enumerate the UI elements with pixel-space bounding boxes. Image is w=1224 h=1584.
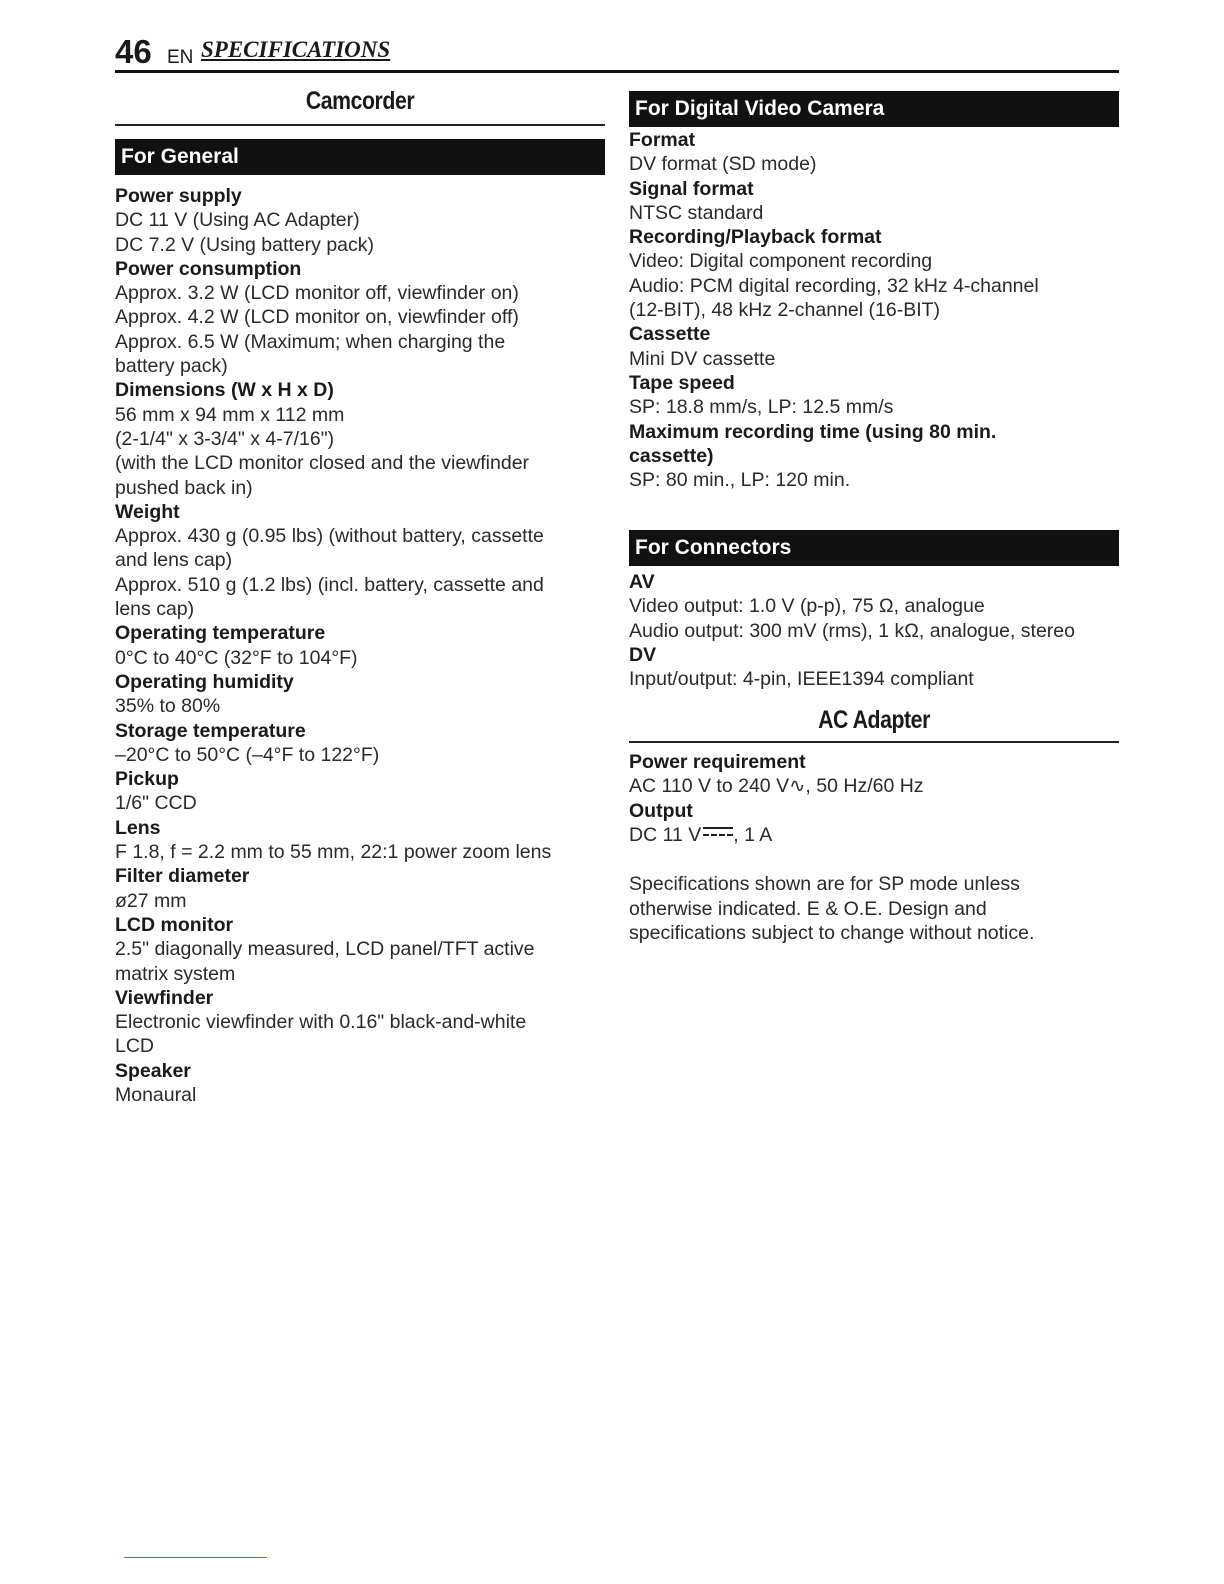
spec-label: LCD monitor bbox=[115, 913, 234, 936]
spec-label: Power consumption bbox=[115, 257, 302, 280]
spec-label: Storage temperature bbox=[115, 719, 306, 742]
spec-label: Signal format bbox=[629, 177, 754, 200]
spec-value: LCD bbox=[115, 1035, 155, 1058]
spec-label: Cassette bbox=[629, 323, 711, 346]
spec-value: 0°C to 40°C (32°F to 104°F) bbox=[115, 646, 358, 669]
spec-value: 56 mm x 94 mm x 112 mm bbox=[115, 403, 345, 426]
section-title: SPECIFICATIONS bbox=[201, 37, 391, 62]
output-label: Output bbox=[629, 799, 693, 822]
spec-value: NTSC standard bbox=[629, 201, 764, 224]
power-requirement-label: Power requirement bbox=[629, 751, 806, 773]
ac-adapter-title: AC Adapter bbox=[818, 706, 930, 734]
spec-label: Viewfinder bbox=[115, 986, 214, 1009]
spec-label: Tape speed bbox=[629, 371, 735, 394]
spec-value: Approx. 430 g (0.95 lbs) (without battery, cassette bbox=[115, 525, 544, 548]
spec-label: Filter diameter bbox=[115, 865, 250, 888]
spec-value: –20°C to 50°C (–4°F to 122°F) bbox=[115, 743, 380, 766]
spec-value: (2-1/4" x 3-3/4" x 4-7/16") bbox=[115, 427, 335, 450]
page-number: 46 bbox=[115, 33, 152, 70]
output-value-prefix: DC 11 V bbox=[629, 823, 702, 846]
connectors-heading-bar: For Connectors bbox=[629, 530, 1119, 566]
spec-value: Video: Digital component recording bbox=[629, 250, 933, 273]
camcorder-title-rule bbox=[115, 124, 605, 126]
spec-value: Video output: 1.0 V (p-p), 75 Ω, analogue bbox=[629, 595, 985, 618]
spec-value: 1/6" CCD bbox=[115, 792, 197, 815]
spec-value: Approx. 3.2 W (LCD monitor off, viewfinder on) bbox=[115, 282, 519, 305]
spec-value: ø27 mm bbox=[115, 889, 187, 912]
spec-value: DC 11 V (Using AC Adapter) bbox=[115, 209, 360, 232]
note-line: Specifications shown are for SP mode unless bbox=[629, 873, 1020, 895]
general-spec-list bbox=[115, 184, 605, 1107]
spec-label: Maximum recording time (using 80 min. bbox=[629, 420, 997, 443]
spec-label: Pickup bbox=[115, 768, 179, 791]
output-value bbox=[629, 823, 1119, 847]
spec-value: F 1.8, f = 2.2 mm to 55 mm, 22:1 power zoom lens bbox=[115, 841, 552, 864]
spec-label: AV bbox=[629, 571, 655, 593]
spec-label: Dimensions (W x H x D) bbox=[115, 379, 334, 402]
spec-value: SP: 80 min., LP: 120 min. bbox=[629, 469, 851, 492]
note-line: otherwise indicated. E & O.E. Design and bbox=[629, 897, 987, 920]
spec-value: Mini DV cassette bbox=[629, 347, 776, 370]
camcorder-title: Camcorder bbox=[305, 87, 415, 115]
spec-value: Approx. 510 g (1.2 lbs) (incl. battery, cassette and bbox=[115, 573, 544, 596]
spec-value: 35% to 80% bbox=[115, 695, 221, 718]
spec-value: Audio output: 300 mV (rms), 1 kΩ, analogue, stereo bbox=[629, 619, 1075, 642]
page-header bbox=[115, 34, 1119, 73]
spec-value: Approx. 4.2 W (LCD monitor on, viewfinder off) bbox=[115, 306, 519, 329]
footer-rule bbox=[124, 1557, 267, 1558]
spec-label: Weight bbox=[115, 500, 180, 523]
spec-label: Lens bbox=[115, 816, 161, 839]
spec-label: Operating temperature bbox=[115, 622, 326, 645]
spec-value: battery pack) bbox=[115, 355, 228, 378]
general-heading-bar: For General bbox=[115, 139, 605, 175]
language-code: EN bbox=[167, 47, 194, 68]
digital-video-heading-bar: For Digital Video Camera bbox=[629, 91, 1119, 127]
spec-value: matrix system bbox=[115, 962, 236, 985]
spec-value: DV format (SD mode) bbox=[629, 153, 817, 176]
spec-value: pushed back in) bbox=[115, 476, 253, 499]
connectors-spec-list bbox=[629, 570, 1119, 691]
spec-value: Approx. 6.5 W (Maximum; when charging the bbox=[115, 330, 506, 353]
spec-label: cassette) bbox=[629, 444, 714, 467]
power-requirement-value: AC 110 V to 240 V∿, 50 Hz/60 Hz bbox=[629, 775, 924, 798]
spec-label: Speaker bbox=[115, 1059, 191, 1082]
spec-label: Power supply bbox=[115, 185, 242, 207]
ac-adapter-spec-list bbox=[629, 750, 1119, 847]
spec-label: DV bbox=[629, 643, 657, 666]
ac-adapter-title-rule bbox=[629, 741, 1119, 743]
spec-value: and lens cap) bbox=[115, 549, 233, 572]
spec-label: Recording/Playback format bbox=[629, 226, 882, 249]
spec-label: Operating humidity bbox=[115, 670, 294, 693]
spec-value: 2.5" diagonally measured, LCD panel/TFT active bbox=[115, 938, 535, 961]
spec-value: Electronic viewfinder with 0.16" black-and-white bbox=[115, 1011, 527, 1034]
spec-value: (with the LCD monitor closed and the viewfinder bbox=[115, 452, 530, 475]
dc-symbol-icon bbox=[703, 825, 733, 839]
output-value-suffix: , 1 A bbox=[733, 823, 773, 846]
spec-value: (12-BIT), 48 kHz 2-channel (16-BIT) bbox=[629, 299, 941, 322]
spec-value: Input/output: 4-pin, IEEE1394 compliant bbox=[629, 668, 974, 691]
spec-label: Format bbox=[629, 129, 696, 151]
spec-value: lens cap) bbox=[115, 598, 195, 621]
digital-video-spec-list bbox=[629, 128, 1119, 492]
spec-value: Monaural bbox=[115, 1083, 197, 1106]
note-line: specifications subject to change without notice. bbox=[629, 922, 1035, 944]
spec-value: SP: 18.8 mm/s, LP: 12.5 mm/s bbox=[629, 396, 894, 419]
spec-value: Audio: PCM digital recording, 32 kHz 4-channel bbox=[629, 274, 1039, 297]
specifications-note bbox=[629, 872, 1119, 946]
spec-value: DC 7.2 V (Using battery pack) bbox=[115, 233, 375, 256]
